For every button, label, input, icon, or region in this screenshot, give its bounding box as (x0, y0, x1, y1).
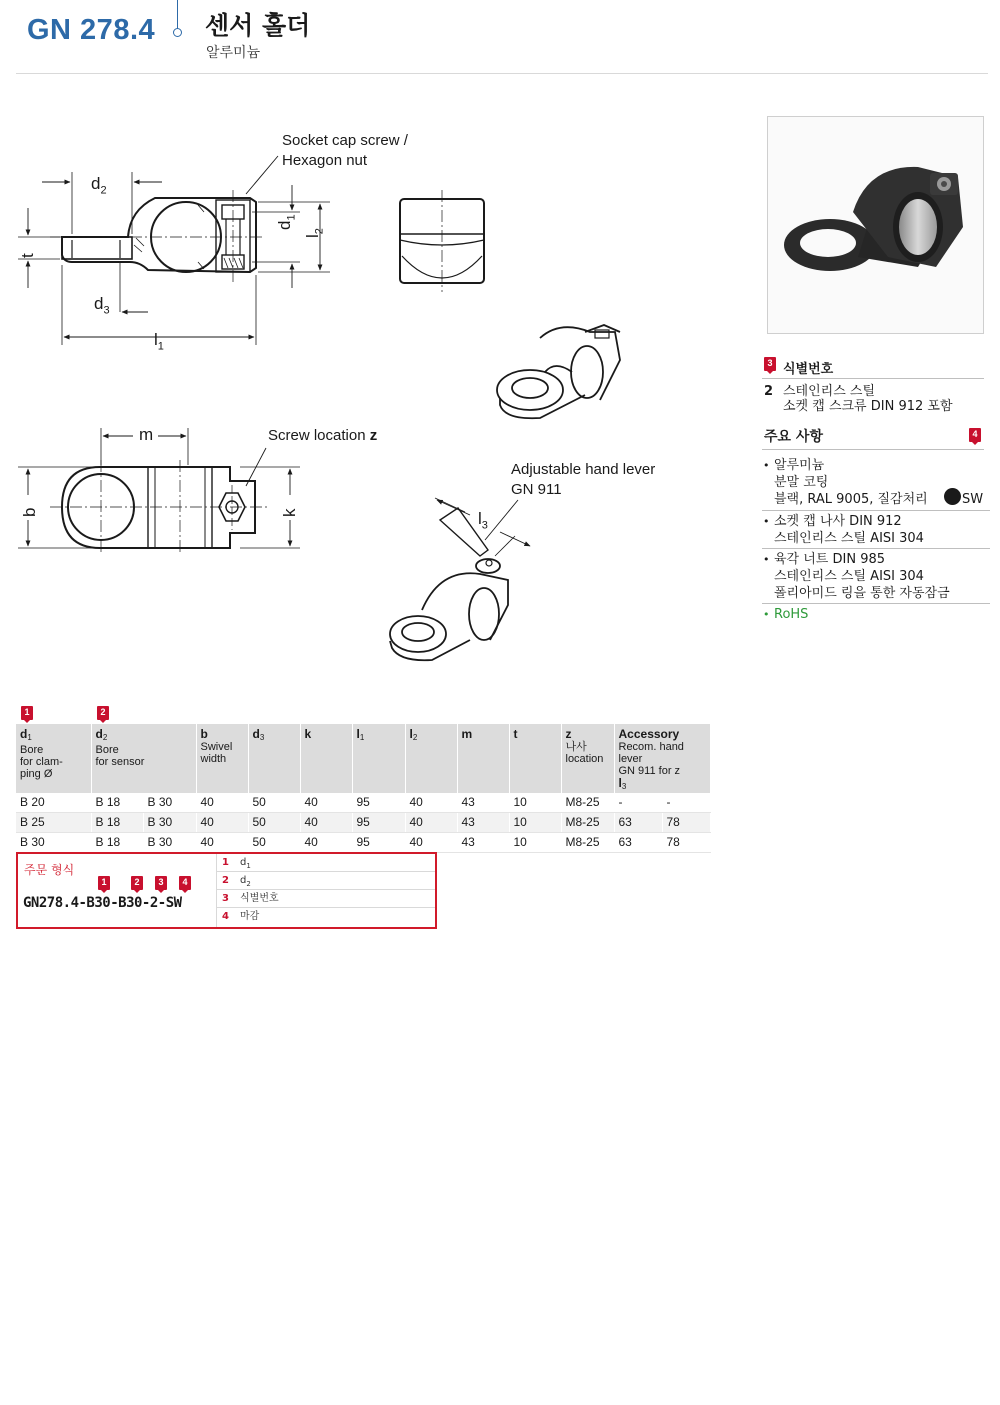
order-badge-4: 4 (179, 876, 191, 890)
notes-divider (762, 449, 984, 450)
th-accessory: Accessory Recom. hand lever GN 911 for z $l_3$ (614, 724, 710, 793)
order-example-box (16, 852, 437, 929)
isometric-view-lever (390, 498, 530, 660)
dim-label-d2: $d_2$ (91, 174, 107, 197)
label-gn-911: GN 911 (511, 481, 562, 498)
table-badge-1: 1 (21, 706, 33, 720)
note-3-line3: 폴리아미드 링을 통한 자동잠금 (774, 586, 950, 601)
table-row: B 20 B 18 B 30 40 50 40 95 40 43 10 M8-25 - - (16, 793, 710, 813)
order-badge-2: 2 (131, 876, 143, 890)
th-t: t (509, 724, 561, 793)
product-photo (767, 116, 984, 334)
ident-no: 2 (764, 384, 774, 399)
note-divider-1 (762, 510, 990, 511)
note-1-line2: 분말 코팅 (774, 475, 829, 490)
th-l1: $l_1$ (352, 724, 405, 793)
ident-title: 식별번호 (783, 362, 834, 377)
color-swatch-black (944, 488, 961, 505)
dim-label-d3: $d_3$ (94, 294, 110, 317)
th-d1: $d_1$ Bore for clam- ping Ø (16, 724, 91, 793)
order-legend-row: 1 $d_1$ (217, 854, 435, 872)
table-badge-2: 2 (97, 706, 109, 720)
note-divider-3 (762, 603, 990, 604)
note-3-line2: 스테인리스 스틸 AISI 304 (774, 569, 924, 584)
table-row: B 30 B 18 B 30 40 50 40 95 40 43 10 M8-25 63 78 (16, 833, 710, 853)
note-divider-2 (762, 548, 990, 549)
table-row: B 25 B 18 B 30 40 50 40 95 40 43 10 M8-25 63 78 (16, 813, 710, 833)
th-d3: $d_3$ (248, 724, 300, 793)
dim-label-k: k (280, 508, 299, 517)
label-socket-cap-screw: Socket cap screw / (282, 132, 408, 149)
notes-title: 주요 사항 (764, 429, 823, 445)
ident-line1: 스테인리스 스틸 (783, 384, 876, 399)
badge-4: 4 (969, 428, 981, 442)
rohs-label: • RoHS (774, 606, 808, 623)
table-header-row (16, 724, 710, 793)
dim-label-l3: $l_3$ (478, 509, 488, 532)
order-legend-row: 3 식별번호 (217, 890, 435, 908)
order-title: 주문 형식 (24, 863, 75, 877)
th-b: b Swivel width (196, 724, 248, 793)
th-k: k (300, 724, 352, 793)
th-m: m (457, 724, 509, 793)
note-2-line2: 스테인리스 스틸 AISI 304 (774, 531, 924, 546)
dim-label-t: t (18, 253, 37, 258)
label-hexagon-nut: Hexagon nut (282, 152, 368, 169)
dim-label-l1: $l_1$ (154, 330, 164, 353)
dimension-table (16, 724, 711, 853)
note-1-line1: • 알루미늄 (774, 457, 824, 474)
dim-label-d1: $d_1$ (275, 214, 298, 230)
dim-label-m: m (139, 425, 154, 444)
order-code: GN278.4-B30-B30-2-SW (23, 895, 182, 911)
product-code: GN 278.4 (27, 14, 156, 46)
order-legend-row: 4 마감 (222, 911, 260, 922)
note-3-line1: • 육각 너트 DIN 985 (774, 551, 885, 568)
th-z: z 나사 location (561, 724, 614, 793)
product-title: 센서 홀더 (205, 11, 311, 40)
side-view (18, 156, 330, 345)
badge-3: 3 (764, 357, 776, 371)
th-d2: $d_2$ Bore for sensor (91, 724, 196, 793)
ident-line2: 소켓 캡 스크류 DIN 912 포함 (783, 399, 953, 414)
end-view (400, 190, 484, 292)
dim-label-b: b (20, 507, 39, 517)
order-badge-1: 1 (98, 876, 110, 890)
order-badge-3: 3 (155, 876, 167, 890)
ident-divider (762, 378, 984, 379)
note-2-line1: • 소켓 캡 나사 DIN 912 (774, 513, 902, 530)
th-l2: $l_2$ (405, 724, 457, 793)
product-subtitle: 알루미늄 (206, 45, 261, 61)
top-view (18, 428, 300, 555)
label-screw-location: Screw location z (268, 427, 378, 444)
label-adjustable-hand-lever: Adjustable hand lever (511, 461, 656, 478)
dim-label-l2: $l_2$ (303, 228, 326, 238)
swatch-label: SW (962, 492, 984, 507)
order-legend-row: 2 $d_2$ (217, 872, 435, 890)
technical-drawing (0, 0, 760, 700)
isometric-view-clamp (497, 325, 620, 418)
note-1-line3: 블랙, RAL 9005, 질감처리 (774, 492, 928, 507)
